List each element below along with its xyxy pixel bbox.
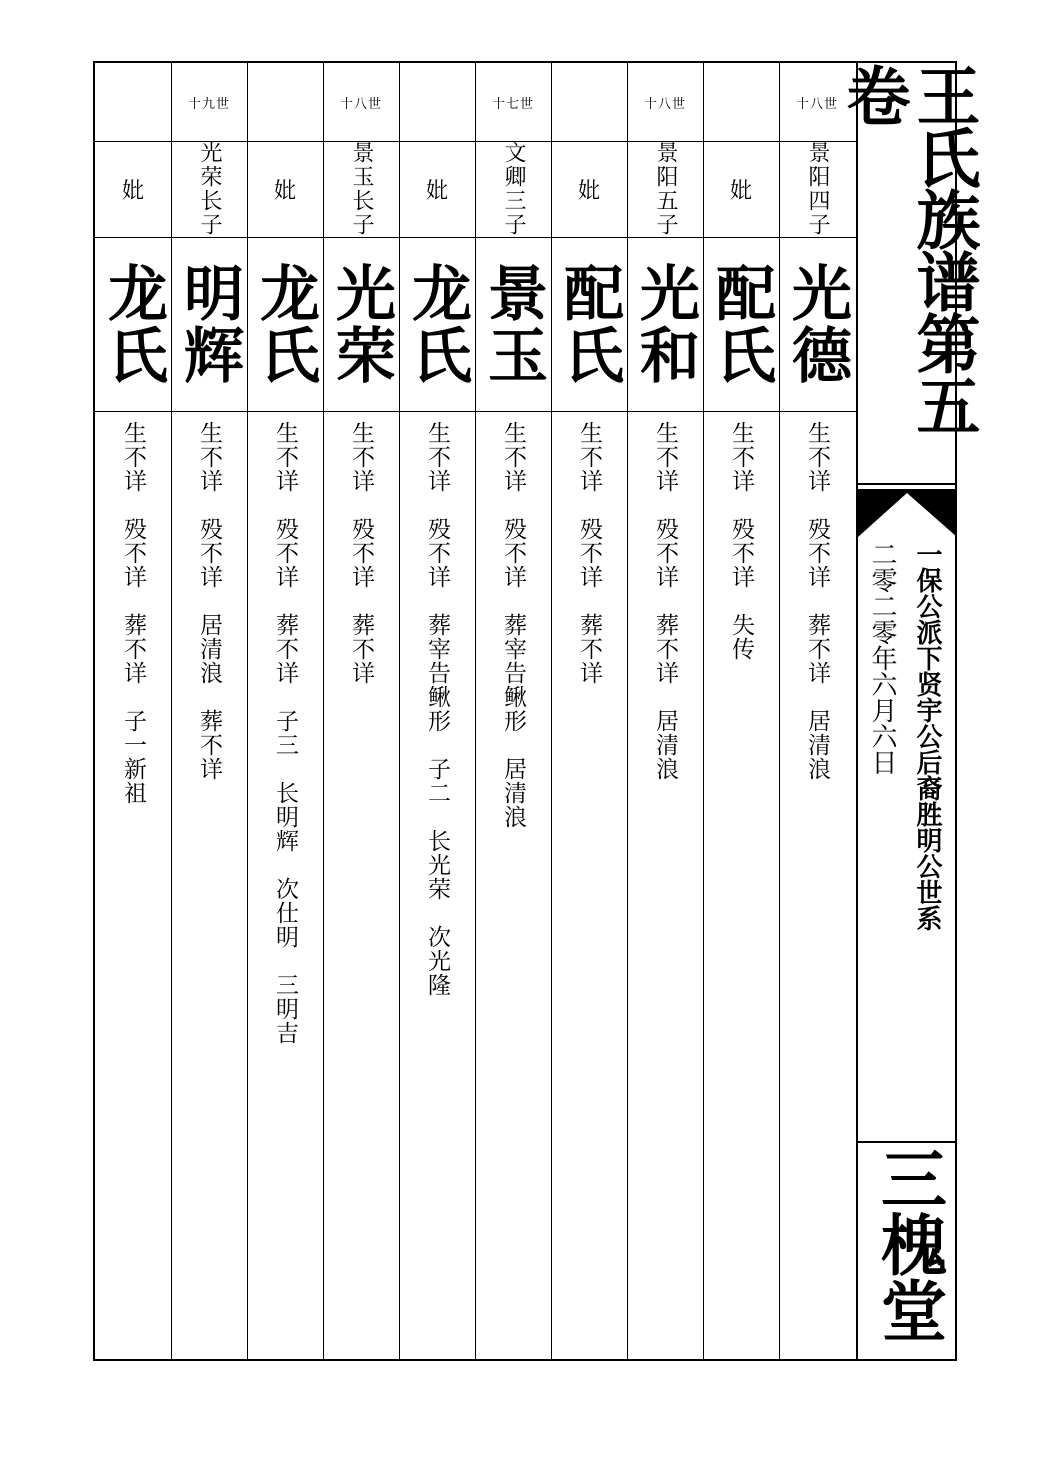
compile-date: 二零二零年六月六日	[867, 541, 897, 775]
relation-label: 景玉长子	[349, 141, 374, 237]
person-name: 光和	[630, 262, 700, 386]
generation-label	[703, 63, 779, 141]
entry-column	[551, 63, 627, 1359]
person-name: 明辉	[174, 262, 244, 386]
genealogy-page	[93, 61, 980, 1361]
generation-label: 十九世	[187, 96, 230, 112]
person-name: 光荣	[326, 262, 396, 386]
relation-label: 妣	[577, 178, 600, 204]
entry-column	[703, 63, 779, 1359]
panel-rule	[858, 483, 957, 485]
relation-label: 妣	[121, 178, 144, 204]
generation-label	[551, 63, 627, 141]
person-name: 龙氏	[250, 262, 320, 386]
entry-column	[171, 63, 247, 1359]
person-name: 龙氏	[402, 262, 472, 386]
generation-label	[95, 63, 171, 141]
person-details: 生不详 殁不详 居清浪 葬不详	[196, 421, 222, 781]
entry-column	[95, 63, 171, 1359]
person-details: 生不详 殁不详 葬不详	[348, 421, 374, 685]
entry-column	[627, 63, 703, 1359]
person-details: 生不详 殁不详 葬不详 子一新祖	[120, 421, 146, 805]
person-details: 生不详 殁不详 失传	[728, 421, 754, 661]
relation-label: 文卿三子	[501, 141, 526, 237]
entry-column	[475, 63, 551, 1359]
generation-label	[247, 63, 323, 141]
relation-label: 景阳五子	[653, 141, 678, 237]
person-details: 生不详 殁不详 葬不详 居清浪	[652, 421, 678, 781]
generation-label: 十八世	[339, 96, 382, 112]
person-details: 生不详 殁不详 葬不详 居清浪	[804, 421, 830, 781]
entry-column	[323, 63, 399, 1359]
generation-label: 十七世	[491, 96, 534, 112]
person-details: 生不详 殁不详 葬宰告鳅形 子二 长光荣 次光隆	[424, 421, 450, 997]
generation-label: 十八世	[643, 96, 686, 112]
person-details: 生不详 殁不详 葬宰告鳅形 居清浪	[500, 421, 526, 829]
person-name: 龙氏	[98, 262, 168, 386]
fishtail-ornament-icon	[858, 491, 957, 537]
relation-label: 光荣长子	[197, 141, 222, 237]
relation-label: 妣	[729, 178, 752, 204]
title-panel	[835, 63, 980, 1359]
relation-label: 妣	[273, 178, 296, 204]
person-details: 生不详 殁不详 葬不详	[576, 421, 602, 685]
person-name: 景玉	[478, 262, 548, 386]
generation-label	[399, 63, 475, 141]
person-details: 生不详 殁不详 葬不详 子三 长明辉 次仕明 三明吉	[272, 421, 298, 1045]
entry-column	[399, 63, 475, 1359]
person-name: 配氏	[706, 262, 776, 386]
person-name: 光德	[782, 262, 852, 386]
hall-name: 三槐堂	[869, 1145, 947, 1343]
generation-label: 十八世	[795, 96, 838, 112]
entry-column	[247, 63, 323, 1359]
relation-label: 妣	[425, 178, 448, 204]
relation-label: 景阳四子	[805, 141, 830, 237]
panel-rule	[858, 1141, 957, 1143]
lineage-subtitle: 一保公派下贤宇公后裔胜明公世系	[912, 541, 942, 931]
person-name: 配氏	[554, 262, 624, 386]
book-title: 王氏族谱第五卷	[835, 63, 980, 435]
